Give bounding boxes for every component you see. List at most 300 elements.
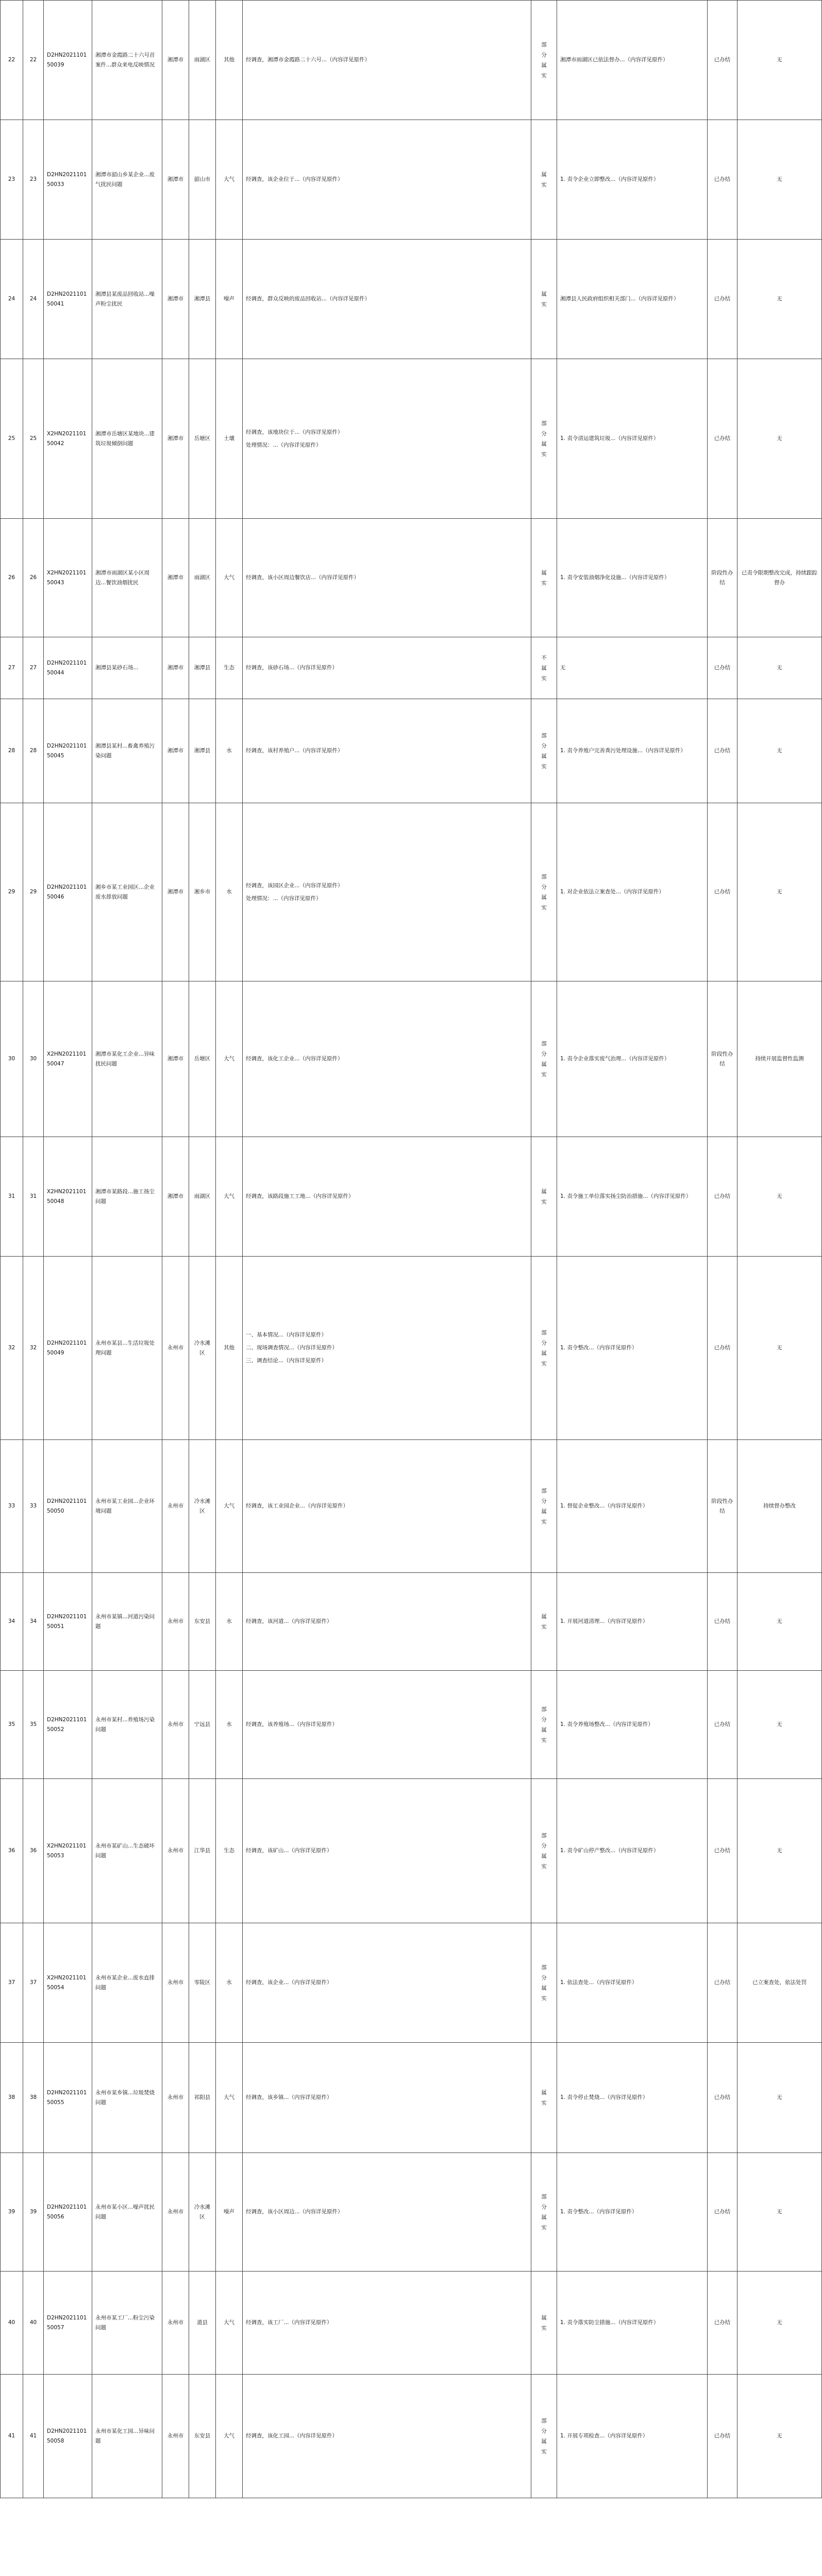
city-cell: 湘潭市 (162, 359, 189, 519)
verdict-cell (531, 2272, 557, 2375)
row-number-cell: 36 (23, 1779, 44, 1923)
investigation-content-cell (243, 803, 531, 981)
case-code-cell: D2HN202110150041 (44, 240, 92, 359)
content-paragraph: 处理情况：...（内容详见原件） (246, 895, 322, 902)
investigation-content-cell (243, 2043, 531, 2153)
remark-cell: 无 (737, 1, 822, 120)
measure-paragraph: 1. 责令养殖场整改...（内容详见原件） (560, 1721, 653, 1727)
rectification-measures-cell (557, 1257, 708, 1440)
city-cell: 湘潭市 (162, 637, 189, 699)
status-cell: 已办结 (708, 1, 737, 120)
verdict-cell (531, 1671, 557, 1779)
content-paragraph: 经调查，该工业园企业...（内容详见原件） (246, 1503, 349, 1509)
content-paragraph: 经调查，该路段施工工地...（内容详见原件） (246, 1193, 354, 1199)
district-cell: 东安县 (189, 2375, 216, 2498)
row-number-cell: 39 (23, 2153, 44, 2272)
rectification-measures-cell (557, 1440, 708, 1573)
measure-paragraph: 1. 责令落实防尘措施...（内容详见原件） (560, 2319, 659, 2326)
table-row (1, 699, 822, 803)
remark-cell: 无 (737, 2272, 822, 2375)
verdict-label: 部分属实 (541, 2417, 547, 2455)
measure-paragraph: 无 (560, 665, 566, 671)
remark-cell: 已责令限期整改完成，持续跟踪督办 (737, 519, 822, 637)
case-title-cell: 永州市某工业园...企业环境问题 (92, 1440, 162, 1573)
table-row (1, 2375, 822, 2498)
status-cell: 已办结 (708, 359, 737, 519)
content-paragraph: 经调查，该园区企业...（内容详见原件） (246, 882, 343, 889)
city-cell: 永州市 (162, 2043, 189, 2153)
pollution-type-cell: 水 (216, 803, 243, 981)
case-code-cell: D2HN202110150044 (44, 637, 92, 699)
verdict-label: 部分属实 (541, 1964, 547, 2002)
city-cell: 湘潭市 (162, 803, 189, 981)
rectification-measures-cell (557, 2043, 708, 2153)
verdict-label: 属实 (541, 1188, 547, 1205)
row-number-cell: 40 (23, 2272, 44, 2375)
row-seq-cell: 24 (1, 240, 23, 359)
verdict-label: 部分属实 (541, 1329, 547, 1367)
case-table-body (1, 1, 822, 2498)
verdict-label: 属实 (541, 569, 547, 586)
pollution-type-cell: 噪声 (216, 2153, 243, 2272)
verdict-label: 属实 (541, 2314, 547, 2331)
status-cell: 已办结 (708, 1573, 737, 1671)
verdict-cell (531, 1573, 557, 1671)
verdict-cell (531, 803, 557, 981)
row-number-cell: 26 (23, 519, 44, 637)
investigation-content-cell (243, 1779, 531, 1923)
content-paragraph: 一、基本情况...（内容详见原件） (246, 1332, 327, 1338)
row-seq-cell: 40 (1, 2272, 23, 2375)
verdict-cell (531, 1257, 557, 1440)
content-paragraph: 经调查，该河道...（内容详见原件） (246, 1618, 332, 1624)
verdict-cell (531, 2153, 557, 2272)
case-title-cell: 永州市某小区...噪声扰民问题 (92, 2153, 162, 2272)
status-cell: 已办结 (708, 2272, 737, 2375)
measure-paragraph: 1. 责令矿山停产整改...（内容详见原件） (560, 1848, 659, 1854)
verdict-cell (531, 1440, 557, 1573)
case-title-cell: 永州市某企业...废水直排问题 (92, 1923, 162, 2043)
table-row (1, 637, 822, 699)
verdict-cell (531, 120, 557, 240)
investigation-content-cell (243, 1923, 531, 2043)
status-cell: 已办结 (708, 699, 737, 803)
pollution-type-cell: 大气 (216, 2375, 243, 2498)
rectification-measures-cell (557, 1671, 708, 1779)
status-cell: 已办结 (708, 1137, 737, 1257)
verdict-label: 属实 (541, 2089, 547, 2106)
row-number-cell: 31 (23, 1137, 44, 1257)
verdict-cell (531, 1137, 557, 1257)
table-row (1, 120, 822, 240)
remark-cell: 持续督办整改 (737, 1440, 822, 1573)
case-code-cell: D2HN202110150051 (44, 1573, 92, 1671)
investigation-content-cell (243, 2272, 531, 2375)
case-title-cell: 湘潭县某砂石场... (92, 637, 162, 699)
case-title-cell: 湘乡市某工业园区...企业废水排放问题 (92, 803, 162, 981)
investigation-content-cell (243, 240, 531, 359)
district-cell: 冷水滩区 (189, 1440, 216, 1573)
content-paragraph: 经调查，该养殖场...（内容详见原件） (246, 1721, 338, 1727)
pollution-type-cell: 大气 (216, 519, 243, 637)
pollution-type-cell: 大气 (216, 2272, 243, 2375)
row-seq-cell: 27 (1, 637, 23, 699)
verdict-label: 部分属实 (541, 1487, 547, 1525)
rectification-measures-cell (557, 1923, 708, 2043)
table-row (1, 1137, 822, 1257)
verdict-cell (531, 637, 557, 699)
row-seq-cell: 22 (1, 1, 23, 120)
measure-paragraph: 1. 责令整改...（内容详见原件） (560, 2209, 638, 2215)
rectification-measures-cell (557, 2375, 708, 2498)
row-seq-cell: 31 (1, 1137, 23, 1257)
table-row (1, 803, 822, 981)
pollution-type-cell: 噪声 (216, 240, 243, 359)
verdict-label: 部分属实 (541, 41, 547, 79)
status-cell: 已办结 (708, 803, 737, 981)
investigation-content-cell (243, 1, 531, 120)
verdict-label: 部分属实 (541, 2193, 547, 2231)
row-seq-cell: 30 (1, 981, 23, 1137)
remark-cell: 无 (737, 803, 822, 981)
remark-cell: 无 (737, 699, 822, 803)
row-seq-cell: 37 (1, 1923, 23, 2043)
district-cell: 冷水滩区 (189, 1257, 216, 1440)
content-paragraph: 经调查，群众反映的废品回收站...（内容详见原件） (246, 296, 371, 302)
content-paragraph: 二、现场调查情况...（内容详见原件） (246, 1345, 338, 1351)
investigation-content-cell (243, 699, 531, 803)
content-paragraph: 经调查，该矿山...（内容详见原件） (246, 1848, 332, 1854)
verdict-cell (531, 359, 557, 519)
measure-paragraph: 1. 责令停止焚烧...（内容详见原件） (560, 2094, 648, 2100)
investigation-content-cell (243, 519, 531, 637)
content-paragraph: 经调查，该村养殖户...（内容详见原件） (246, 748, 343, 754)
city-cell: 永州市 (162, 1779, 189, 1923)
pollution-type-cell: 大气 (216, 981, 243, 1137)
city-cell: 永州市 (162, 2153, 189, 2272)
verdict-cell (531, 1, 557, 120)
content-paragraph: 三、调查结论...（内容详见原件） (246, 1358, 327, 1364)
status-cell: 阶段性办结 (708, 1440, 737, 1573)
investigation-content-cell (243, 359, 531, 519)
case-title-cell: 永州市某矿山...生态破坏问题 (92, 1779, 162, 1923)
content-paragraph: 经调查，该地块位于...（内容详见原件） (246, 429, 343, 435)
district-cell: 湘潭县 (189, 637, 216, 699)
remark-cell: 已立案查处，依法处罚 (737, 1923, 822, 2043)
measure-paragraph: 1. 责令企业立即整改...（内容详见原件） (560, 176, 659, 182)
measure-paragraph: 1. 开展河道清理...（内容详见原件） (560, 1618, 648, 1624)
status-cell: 已办结 (708, 2153, 737, 2272)
pollution-type-cell: 土壤 (216, 359, 243, 519)
remark-cell: 无 (737, 2043, 822, 2153)
status-cell: 已办结 (708, 1779, 737, 1923)
measure-paragraph: 1. 责令清运建筑垃圾...（内容详见原件） (560, 435, 659, 442)
case-title-cell: 永州市某工厂...粉尘污染问题 (92, 2272, 162, 2375)
city-cell: 湘潭市 (162, 120, 189, 240)
district-cell: 雨湖区 (189, 1137, 216, 1257)
status-cell: 已办结 (708, 2375, 737, 2498)
case-code-cell: D2HN202110150057 (44, 2272, 92, 2375)
rectification-measures-cell (557, 519, 708, 637)
case-code-cell: D2HN202110150046 (44, 803, 92, 981)
district-cell: 江华县 (189, 1779, 216, 1923)
investigation-content-cell (243, 120, 531, 240)
row-number-cell: 25 (23, 359, 44, 519)
measure-paragraph: 1. 开展专项检查...（内容详见原件） (560, 2433, 648, 2439)
district-cell: 韶山市 (189, 120, 216, 240)
verdict-cell (531, 1923, 557, 2043)
investigation-content-cell (243, 1257, 531, 1440)
row-seq-cell: 28 (1, 699, 23, 803)
row-number-cell: 38 (23, 2043, 44, 2153)
city-cell: 湘潭市 (162, 240, 189, 359)
status-cell: 已办结 (708, 2043, 737, 2153)
investigation-content-cell (243, 1671, 531, 1779)
district-cell: 湘潭县 (189, 240, 216, 359)
rectification-measures-cell (557, 2153, 708, 2272)
table-row (1, 519, 822, 637)
city-cell: 永州市 (162, 2375, 189, 2498)
case-code-cell: D2HN202110150039 (44, 1, 92, 120)
city-cell: 永州市 (162, 2272, 189, 2375)
content-paragraph: 经调查，该工厂...（内容详见原件） (246, 2319, 332, 2326)
measure-paragraph: 湘潭市雨湖区已依法督办...（内容详见原件） (560, 57, 668, 63)
rectification-measures-cell (557, 637, 708, 699)
case-title-cell: 湘潭市岳塘区某地块...建筑垃圾倾倒问题 (92, 359, 162, 519)
status-cell: 阶段性办结 (708, 519, 737, 637)
district-cell: 岳塘区 (189, 981, 216, 1137)
status-cell: 已办结 (708, 1257, 737, 1440)
verdict-label: 不属实 (541, 654, 547, 682)
rectification-measures-cell (557, 240, 708, 359)
rectification-measures-cell (557, 1573, 708, 1671)
case-code-cell: X2HN202110150053 (44, 1779, 92, 1923)
table-row (1, 2272, 822, 2375)
verdict-cell (531, 2043, 557, 2153)
row-number-cell: 22 (23, 1, 44, 120)
district-cell: 雨湖区 (189, 1, 216, 120)
remark-cell: 无 (737, 359, 822, 519)
row-number-cell: 34 (23, 1573, 44, 1671)
case-title-cell: 湘潭市雨湖区某小区周边...餐饮油烟扰民 (92, 519, 162, 637)
city-cell: 湘潭市 (162, 1, 189, 120)
case-title-cell: 永州市某镇...河道污染问题 (92, 1573, 162, 1671)
content-paragraph: 经调查，该砂石场...（内容详见原件） (246, 665, 338, 671)
rectification-measures-cell (557, 359, 708, 519)
table-row (1, 981, 822, 1137)
investigation-content-cell (243, 2375, 531, 2498)
pollution-type-cell: 水 (216, 1923, 243, 2043)
pollution-type-cell: 大气 (216, 1440, 243, 1573)
city-cell: 永州市 (162, 1440, 189, 1573)
table-row (1, 1573, 822, 1671)
measure-paragraph: 1. 督促企业整改...（内容详见原件） (560, 1503, 648, 1509)
table-row (1, 2153, 822, 2272)
table-row (1, 1440, 822, 1573)
remark-cell: 无 (737, 1257, 822, 1440)
case-code-cell: X2HN202110150047 (44, 981, 92, 1137)
row-number-cell: 27 (23, 637, 44, 699)
case-code-cell: X2HN202110150054 (44, 1923, 92, 2043)
case-code-cell: X2HN202110150042 (44, 359, 92, 519)
rectification-measures-cell (557, 699, 708, 803)
verdict-label: 部分属实 (541, 1040, 547, 1078)
verdict-cell (531, 699, 557, 803)
remark-cell: 无 (737, 120, 822, 240)
pollution-type-cell: 水 (216, 1671, 243, 1779)
measure-paragraph: 1. 责令安装油烟净化设施...（内容详见原件） (560, 574, 670, 581)
table-row (1, 240, 822, 359)
row-seq-cell: 26 (1, 519, 23, 637)
pollution-type-cell: 大气 (216, 120, 243, 240)
case-code-cell: D2HN202110150052 (44, 1671, 92, 1779)
case-code-cell: X2HN202110150043 (44, 519, 92, 637)
table-row (1, 1923, 822, 2043)
case-code-cell: D2HN202110150058 (44, 2375, 92, 2498)
rectification-measures-cell (557, 1, 708, 120)
measure-paragraph: 1. 依法查处...（内容详见原件） (560, 1979, 638, 1986)
row-seq-cell: 39 (1, 2153, 23, 2272)
measure-paragraph: 1. 责令施工单位落实扬尘防治措施...（内容详见原件） (560, 1193, 692, 1199)
case-title-cell: 湘潭市金霞路二十六号首案件...群众来电反映情况 (92, 1, 162, 120)
city-cell: 永州市 (162, 1923, 189, 2043)
pollution-type-cell: 水 (216, 699, 243, 803)
content-paragraph: 经调查，该企业...（内容详见原件） (246, 1979, 332, 1986)
district-cell: 道县 (189, 2272, 216, 2375)
row-number-cell: 28 (23, 699, 44, 803)
case-title-cell: 湘潭市某化工企业...异味扰民问题 (92, 981, 162, 1137)
pollution-type-cell: 生态 (216, 637, 243, 699)
table-row (1, 1779, 822, 1923)
verdict-label: 部分属实 (541, 873, 547, 911)
row-seq-cell: 34 (1, 1573, 23, 1671)
content-paragraph: 经调查，该企业位于...（内容详见原件） (246, 176, 343, 182)
rectification-measures-cell (557, 120, 708, 240)
remark-cell: 无 (737, 1573, 822, 1671)
case-title-cell: 永州市某乡镇...垃圾焚烧问题 (92, 2043, 162, 2153)
investigation-content-cell (243, 981, 531, 1137)
status-cell: 阶段性办结 (708, 981, 737, 1137)
verdict-label: 部分属实 (541, 732, 547, 770)
content-paragraph: 经调查，该小区周边...（内容详见原件） (246, 2209, 343, 2215)
verdict-label: 部分属实 (541, 1706, 547, 1743)
city-cell: 湘潭市 (162, 1137, 189, 1257)
city-cell: 湘潭市 (162, 699, 189, 803)
investigation-content-cell (243, 637, 531, 699)
pollution-type-cell: 其他 (216, 1, 243, 120)
row-seq-cell: 32 (1, 1257, 23, 1440)
measure-paragraph: 湘潭县人民政府组织相关部门...（内容详见原件） (560, 296, 679, 302)
measure-paragraph: 1. 责令整改...（内容详见原件） (560, 1345, 638, 1351)
verdict-label: 部分属实 (541, 1832, 547, 1870)
city-cell: 永州市 (162, 1671, 189, 1779)
district-cell: 湘乡市 (189, 803, 216, 981)
row-number-cell: 37 (23, 1923, 44, 2043)
verdict-cell (531, 240, 557, 359)
case-title-cell: 湘潭县某村...畜禽养殖污染问题 (92, 699, 162, 803)
status-cell: 已办结 (708, 1923, 737, 2043)
content-paragraph: 处理情况：...（内容详见原件） (246, 442, 322, 448)
city-cell: 永州市 (162, 1257, 189, 1440)
measure-paragraph: 1. 责令企业落实废气治理...（内容详见原件） (560, 1056, 670, 1062)
remark-cell: 无 (737, 2153, 822, 2272)
row-number-cell: 23 (23, 120, 44, 240)
verdict-label: 部分属实 (541, 420, 547, 457)
status-cell: 已办结 (708, 1671, 737, 1779)
row-number-cell: 24 (23, 240, 44, 359)
table-row (1, 1257, 822, 1440)
remark-cell: 无 (737, 2375, 822, 2498)
row-seq-cell: 36 (1, 1779, 23, 1923)
rectification-measures-cell (557, 1779, 708, 1923)
rectification-measures-cell (557, 1137, 708, 1257)
remark-cell: 无 (737, 1779, 822, 1923)
table-row (1, 1, 822, 120)
district-cell: 冷水滩区 (189, 2153, 216, 2272)
rectification-measures-cell (557, 2272, 708, 2375)
investigation-content-cell (243, 1440, 531, 1573)
case-title-cell: 永州市某化工园...异味问题 (92, 2375, 162, 2498)
remark-cell: 无 (737, 1137, 822, 1257)
content-paragraph: 经调查，该化工园...（内容详见原件） (246, 2433, 338, 2439)
row-number-cell: 32 (23, 1257, 44, 1440)
row-seq-cell: 38 (1, 2043, 23, 2153)
city-cell: 湘潭市 (162, 981, 189, 1137)
investigation-content-cell (243, 2153, 531, 2272)
verdict-label: 属实 (541, 291, 547, 308)
case-code-cell: D2HN202110150033 (44, 120, 92, 240)
case-code-cell: D2HN202110150045 (44, 699, 92, 803)
pollution-type-cell: 生态 (216, 1779, 243, 1923)
row-number-cell: 33 (23, 1440, 44, 1573)
rectification-measures-cell (557, 981, 708, 1137)
row-number-cell: 29 (23, 803, 44, 981)
verdict-cell (531, 2375, 557, 2498)
case-code-cell: D2HN202110150055 (44, 2043, 92, 2153)
case-title-cell: 湘潭县某废品回收站...噪声粉尘扰民 (92, 240, 162, 359)
verdict-label: 属实 (541, 1613, 547, 1630)
district-cell: 湘潭县 (189, 699, 216, 803)
row-number-cell: 30 (23, 981, 44, 1137)
table-row (1, 1671, 822, 1779)
table-row (1, 359, 822, 519)
district-cell: 宁远县 (189, 1671, 216, 1779)
measure-paragraph: 1. 责令养殖户完善粪污处理设施...（内容详见原件） (560, 748, 686, 754)
district-cell: 东安县 (189, 1573, 216, 1671)
status-cell: 已办结 (708, 637, 737, 699)
content-paragraph: 经调查，该化工企业...（内容详见原件） (246, 1056, 343, 1062)
verdict-cell (531, 519, 557, 637)
content-paragraph: 经调查，该乡镇...（内容详见原件） (246, 2094, 332, 2100)
case-code-cell: D2HN202110150050 (44, 1440, 92, 1573)
district-cell: 雨湖区 (189, 519, 216, 637)
district-cell: 岳塘区 (189, 359, 216, 519)
rectification-measures-cell (557, 803, 708, 981)
district-cell: 零陵区 (189, 1923, 216, 2043)
row-seq-cell: 25 (1, 359, 23, 519)
content-paragraph: 经调查，湘潭市金霞路二十六号...（内容详见原件） (246, 57, 371, 63)
remark-cell: 持续开展监督性监测 (737, 981, 822, 1137)
content-paragraph: 经调查，该小区周边餐饮店...（内容详见原件） (246, 574, 360, 581)
case-title-cell: 永州市某县...生活垃圾处理问题 (92, 1257, 162, 1440)
row-seq-cell: 23 (1, 120, 23, 240)
city-cell: 湘潭市 (162, 519, 189, 637)
remark-cell: 无 (737, 637, 822, 699)
investigation-content-cell (243, 1573, 531, 1671)
city-cell: 永州市 (162, 1573, 189, 1671)
case-title-cell: 永州市某村...养殖场污染问题 (92, 1671, 162, 1779)
status-cell: 已办结 (708, 240, 737, 359)
